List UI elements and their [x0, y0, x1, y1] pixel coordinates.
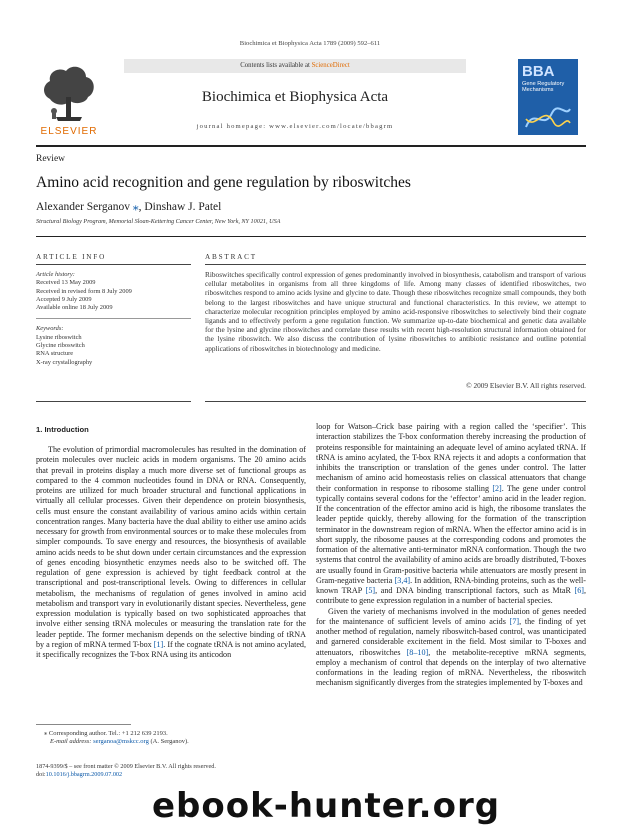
paragraph-text: , the finding of yet another method of regulation, namely riboswitch-based control, was unanticipated and garnered considerable excitement in the field. Most similar to T-boxes and attenuators, riboswitches: [316, 616, 587, 657]
footnote-line: ⁎ Corresponding author. Tel.: +1 212 639 2193.: [44, 730, 168, 737]
journal-homepage: [124, 123, 466, 130]
paragraph-text: , and DNA binding transcriptional factors, such as MtaR: [375, 586, 575, 595]
abstract-rule: [205, 264, 586, 265]
article-info: [36, 271, 191, 367]
running-head: Biochimica et Biophysica Acta 1789 (2009) 592–611: [239, 40, 381, 47]
info-divider: [36, 318, 191, 319]
article-type: Review: [36, 154, 66, 164]
info-bottom-rule: [36, 401, 191, 402]
paragraph-text: . In addition, RNA-binding proteins, such as the well-known TRAP: [316, 575, 586, 595]
history-label: Article history:: [36, 271, 75, 278]
paragraph: [316, 422, 586, 607]
citation-link[interactable]: [1]: [153, 639, 164, 649]
corresponding-author-link[interactable]: ⁎: [132, 201, 139, 213]
paragraph: [36, 445, 306, 660]
info-rule: [36, 264, 191, 265]
email-line: [36, 738, 306, 746]
paragraph-text: The evolution of primordial macromolecules has resulted in the domination of protein molecules over nucleic acids in modern organisms. The 20 amino acids that prevail in proteins display a much more diverse set of functional groups as compared to the 4 common nucleotides found in DNA or RNA. Consequently, proteins are utilized for much broader structural and functional applications in virtually all cellular processes. Given their dependence on protein biosynthesis, cells must ensure the constant availability of various amino acids within certain concentration ranges. Many bacteria have the dual ability to either use amino acids necessary for growth from environmental sources or to make these molecules from simpler compounds. To save energy and resources, the biosynthesis of available amino acids needs to be shut down under certain circumstances and the expression of genes encoding biosynthetic enzymes needs also to be switched off. The regulation of gene expression is achieved by tight feedback control at the transcriptional and post-transcriptional levels. Owing to differences in cellular metabolism, the mechanisms of regulation of genes involved in amino acid metabolism and transport vary in evolutionarily distant species. Nevertheless, gene expression modulation is typically based on two sophisticated approaches that involve either sensing tRNA molecules or measuring the translation rate for the leader peptide. The former mechanism depends on the selective binding of tRNA by a region of mRNA termed T-box: [36, 445, 306, 649]
article-info-label: ARTICLE INFO: [36, 253, 107, 261]
article-title: Amino acid recognition and gene regulation by riboswitches: [36, 174, 411, 191]
abstract-bottom-rule: [205, 401, 586, 402]
citation-link[interactable]: [8–10]: [406, 647, 429, 657]
coauthor-name: , Dinshaw J. Patel: [138, 201, 222, 213]
citation-link[interactable]: [2]: [492, 483, 502, 493]
journal-header: [36, 59, 586, 139]
history-item: Accepted 9 July 2009: [36, 295, 92, 303]
history-item: Available online 18 July 2009: [36, 304, 113, 312]
homepage-link[interactable]: www.elsevier.com/locate/bbagrm: [269, 123, 394, 130]
contents-bar: [124, 59, 466, 73]
body-right-column: [316, 422, 586, 689]
title-rule: [36, 236, 586, 237]
elsevier-wordmark: ELSEVIER: [40, 126, 98, 137]
affiliation: Structural Biology Program, Memorial Sloan-Kettering Cancer Center, New York, NY 10021, USA: [36, 218, 281, 225]
cover-subtitle: Gene Regulatory Mechanisms: [522, 81, 565, 94]
keyword: Glycine riboswitch: [36, 342, 85, 350]
paragraph-text: loop for Watson–Crick base pairing with a region called the ‘specifier’. This interaction stabilizes the T-box conformation thereby increasing the production of proteins responsible for maintaining an adequate level of amino acylated tRNA. If tRNA is amino acylated, the T-box RNA rejects it and adopts a conformation that inhibits the transcription or translation of the genes under control. The latter mechanism of amino acid homeostasis relies on classical attenuators that change their conformation in response to ribosome stalling: [316, 422, 586, 493]
doi-label: doi:: [36, 771, 46, 779]
email-label: E-mail address:: [50, 738, 94, 746]
body-left-column: [36, 445, 306, 660]
paragraph-text: , contribute to gene expression regulation in a number of bacterial species.: [316, 586, 586, 606]
history-item: Received 13 May 2009: [36, 279, 96, 287]
paragraph-text: Given the variety of mechanisms involved in the modulation of genes needed for the maintenance of sufficient levels of amino acids: [316, 606, 586, 626]
citation-link[interactable]: [6]: [574, 586, 584, 595]
keyword: Lysine riboswitch: [36, 333, 82, 341]
keyword: RNA structure: [36, 350, 74, 358]
journal-title: Biochimica et Biophysica Acta: [201, 89, 389, 105]
copyright: © 2009 Elsevier B.V. All rights reserved.: [466, 381, 586, 390]
author-name: Alexander Serganov: [36, 201, 130, 213]
homepage-label: journal homepage:: [196, 123, 270, 130]
paragraph-text: . The gene under control typically contains several codons for the ‘effector’ amino acid in the leader region. If the concentration of the effector amino acid is high, the ribosome translates the leader peptide quickly, thereby allowing for the formation of the transcription terminator in the downstream region of mRNA. When the effector amino acid is in short supply, the ribosome pauses at the corresponding codons and promotes the formation of the alternative anti-terminator mRNA conformation. Though the two systems that control the availability of amino acids are broadly distributed, T-boxes are usually found in Gram-positive bacteria while attenuators are mostly present in Gram-negative bacteria: [316, 483, 586, 585]
citation-link[interactable]: [3,4]: [394, 575, 411, 585]
keywords-label: Keywords:: [36, 325, 64, 333]
cover-title: BBA: [522, 63, 555, 80]
sciencedirect-link[interactable]: ScienceDirect: [311, 62, 350, 69]
citation-link[interactable]: [7]: [509, 616, 520, 626]
citation-link[interactable]: [5]: [365, 586, 376, 595]
journal-cover: [518, 59, 578, 135]
paragraph-text: , the metabolite-receptive mRNA segments, employ a mechanism of control that depends on the interplay of two alternative conformations in the leading region of mRNA. Nevertheless, the riboswitch mechanism significantly diverges from the strategies implemented by T-boxes and: [316, 647, 586, 688]
watermark: ebook-hunter.org: [152, 786, 501, 826]
doi-line: [36, 771, 306, 779]
author-list: [36, 199, 221, 213]
front-matter-meta: [36, 763, 306, 780]
contents-text: Contents lists available at: [240, 62, 312, 69]
doi-link[interactable]: 10.1016/j.bbagrm.2009.07.002: [45, 771, 123, 779]
email-link[interactable]: serganoa@mskcc.org: [93, 738, 149, 746]
header-rule: [36, 145, 586, 147]
keyword: X-ray crystallography: [36, 358, 93, 366]
abstract-text: Riboswitches specifically control expression of genes predominantly involved in biosynthesis, catabolism and transport of various cellular metabolites in organisms from all three kingdoms of life. Among many classes of identified riboswitches, two riboswitches respond to amino acids lysine and glycine to date. Though these riboswitches recognize small compounds, they both belong to the largest riboswitches and have unique structural and functional characteristics. In this review, we attempt to characterize molecular recognition principles employed by amino acid-responsive riboswitches to selectively bind their cognate ligands and to effectively perform a gene regulation function. We summarize up-to-date biochemical and genetic data available for the lysine and glycine riboswitches and correlate these results with recent high-resolution structural information obtained for the lysine riboswitch. We also discuss the contribution of lysine riboswitches to antibiotic resistance and outline potential applications of riboswitches in biotechnology and medicine.: [205, 270, 586, 353]
paragraph: [316, 607, 586, 689]
history-item: Received in revised form 8 July 2009: [36, 287, 132, 295]
issn-line: 1874-9399/$ – see front matter © 2009 Elsevier B.V. All rights reserved.: [36, 763, 216, 770]
abstract-label: ABSTRACT: [205, 253, 257, 261]
footnote: [36, 730, 306, 747]
paragraph-text: . If the cognate tRNA is not amino acylated, it specifically recognizes the T-box RNA using its anticodon: [36, 639, 306, 659]
email-suffix: (A. Serganov).: [148, 738, 189, 746]
section-heading: 1. Introduction: [36, 425, 89, 434]
footnote-rule: [36, 724, 131, 725]
